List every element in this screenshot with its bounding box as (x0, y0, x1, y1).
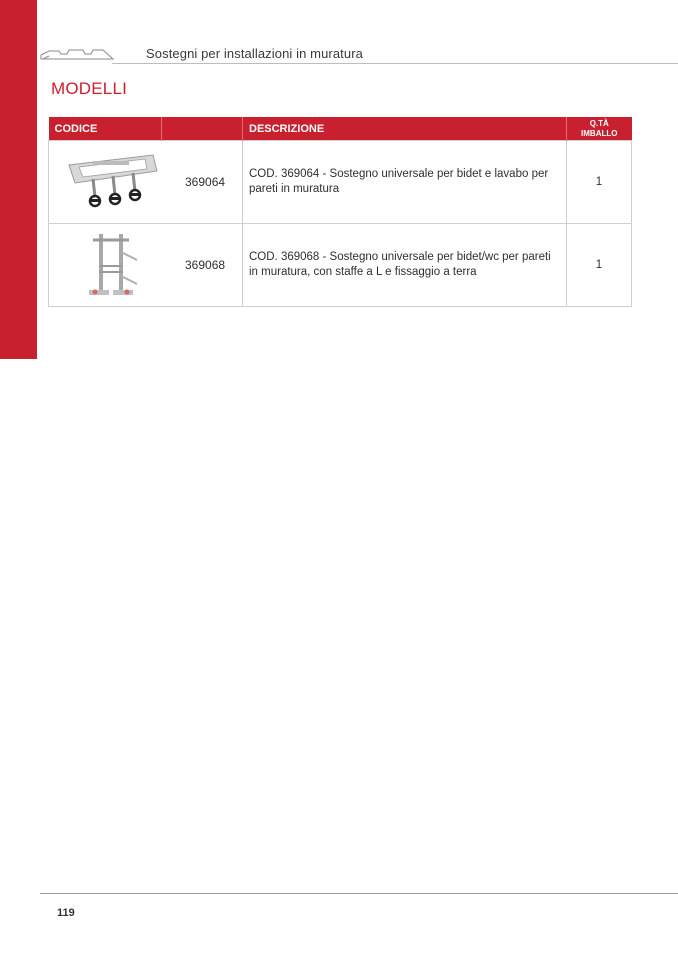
code-cell (49, 224, 243, 307)
bidet-lavabo-support-frame-image (63, 149, 163, 215)
product-qty: 1 (567, 141, 632, 224)
page-header-title: Sostegni per installazioni in muratura (146, 46, 363, 61)
header-blank (162, 117, 243, 141)
header-codice: CODICE (49, 117, 162, 141)
page-number: 119 (57, 907, 75, 919)
product-qty: 1 (567, 224, 632, 307)
header-qta-imballo: Q.TÀ IMBALLO (567, 117, 632, 141)
bidet-wc-floor-support-frame-image (63, 232, 163, 298)
header-ornament-icon (39, 46, 117, 64)
product-description: COD. 369064 - Sostegno universale per bidet e lavabo per pareti in muratura (243, 141, 567, 224)
header-divider (112, 63, 678, 64)
code-cell (49, 141, 243, 224)
section-title: MODELLI (51, 79, 128, 98)
models-table (48, 117, 632, 307)
footer-divider (40, 893, 678, 894)
side-accent-bar (0, 0, 37, 359)
table-row (49, 224, 632, 307)
product-code: 369068 (185, 258, 226, 272)
table-row (49, 141, 632, 224)
header-descrizione: DESCRIZIONE (243, 117, 567, 141)
product-description: COD. 369068 - Sostegno universale per bidet/wc per pareti in muratura, con staffe a L e fissaggio a terra (243, 224, 567, 307)
table-header-row (49, 117, 632, 141)
product-code: 369064 (185, 175, 226, 189)
